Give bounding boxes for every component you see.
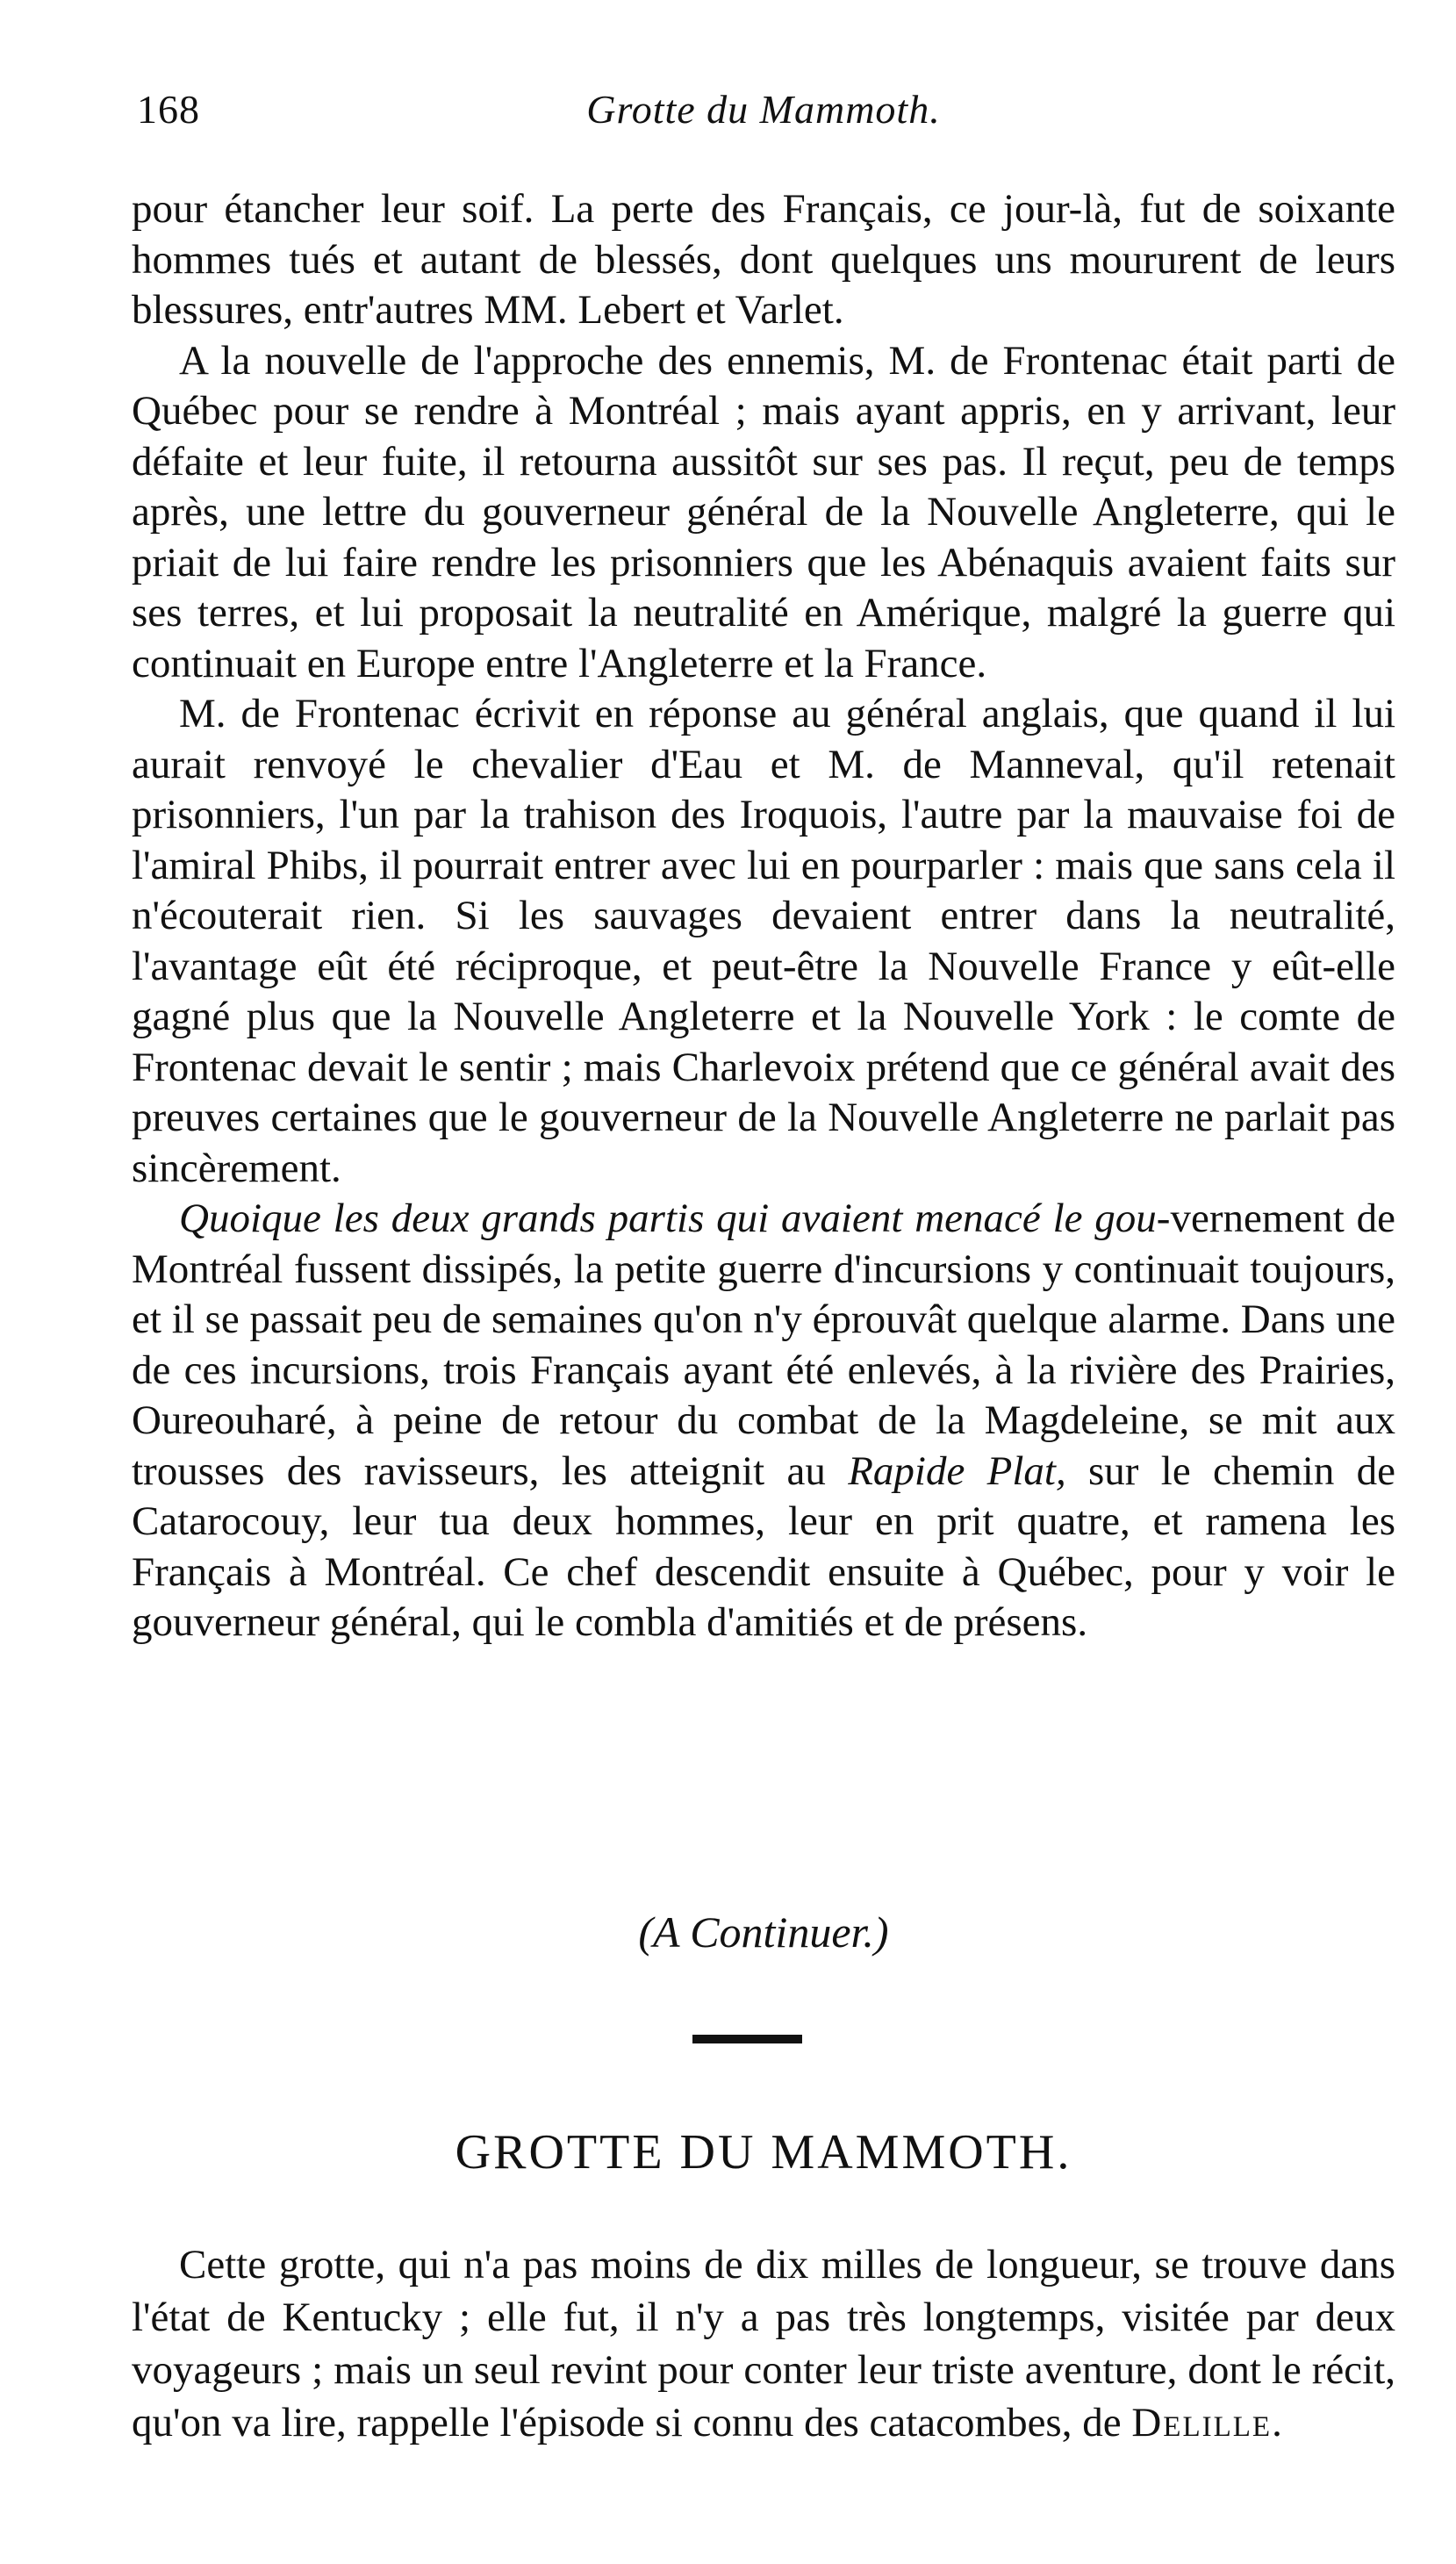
section-divider (692, 2035, 802, 2043)
section-heading: GROTTE DU MAMMOTH. (455, 2125, 1072, 2180)
paragraph-4-end: sur le chemin de Catarocouy, leur tua deux hommes, leur en prit quatre, et ramena les Français à Montréal. Ce chef descendit ensuite à Québec, pour y voir le gouverneur général, qui le combla d'amitiés et de présens. (132, 1447, 1395, 1645)
paragraph-1: pour étancher leur soif. La perte des Français, ce jour-là, fut de soixante hommes tués et autant de blessés, dont quelques uns moururent de leurs blessures, entr'autres MM. Lebert et Varlet. (132, 186, 1395, 333)
section-paragraph (132, 2238, 1395, 2449)
paragraph-2: A la nouvelle de l'approche des ennemis, M. de Frontenac était parti de Québec pour se rendre à Montréal ; mais ayant appris, en y arrivant, leur défaite et leur fuite, il retourna aussitôt sur ses pas. Il reçut, peu de temps après, une lettre du gouverneur général de la Nouvelle Angleterre, qui le priait de lui faire rendre les prisonniers que les Abénaquis avaient faits sur ses terres, et lui proposait la neutralité en Amérique, malgré la guerre qui continuait en Europe entre l'Angleterre et la France. (132, 337, 1395, 686)
continuation-note: (A Continuer.) (638, 1907, 889, 1957)
paragraph-4-italic-opening: Quoique les deux grands partis qui avaient menacé le gou- (179, 1196, 1171, 1241)
author-name: Delille. (1131, 2400, 1284, 2445)
running-head (132, 86, 1395, 147)
paragraph-3: M. de Frontenac écrivit en réponse au général anglais, que quand il lui aurait renvoyé le chevalier d'Eau et M. de Manneval, qu'il retenait prisonniers, l'un par la trahison des Iroquois, l'autre par la mauvaise foi de l'amiral Phibs, il pourrait entrer avec lui en pourparler : mais que sans cela il n'écouterait rien. Si les sauvages devaient entrer dans la neutralité, l'avantage eût été réciproque, et peut-être la Nouvelle France y eût-elle gagné plus que la Nouvelle Angleterre et la Nouvelle York : le comte de Frontenac devait le sentir ; mais Charlevoix prétend que ce général avait des preuves certaines que le gouverneur de la Nouvelle Angleterre ne parlait pas sincèrement. (132, 691, 1395, 1191)
paragraph-4 (132, 1194, 1395, 1648)
place-name-rapide-plat: Rapide Plat, (848, 1447, 1066, 1494)
section-paragraph-text: Cette grotte, qui n'a pas moins de dix milles de longueur, se trouve dans l'état de Kentucky ; elle fut, il n'y a pas très longtemps, visitée par deux voyageurs ; mais un seul revint pour conter leur triste aventure, dont le récit, qu'on va lire, rappelle l'épisode si connu des catacombes, de (132, 2242, 1395, 2445)
page-number: 168 (137, 87, 200, 132)
section-body (132, 2238, 1395, 2449)
article-body (132, 184, 1395, 1648)
paragraph-4-text: vernement de Montréal fussent dissipés, la petite guerre d'incursions y continuait toujours, et il se passait peu de semaines qu'on n'y éprouvât quelque alarme. Dans une de ces incursions, trois Français ayant été enlevés, à la rivière des Prairies, Oureouharé, à peine de retour du combat de la Magdeleine, se mit aux trousses des ravisseurs, les atteignit au (132, 1196, 1396, 1494)
running-title: Grotte du Mammoth. (586, 87, 941, 132)
